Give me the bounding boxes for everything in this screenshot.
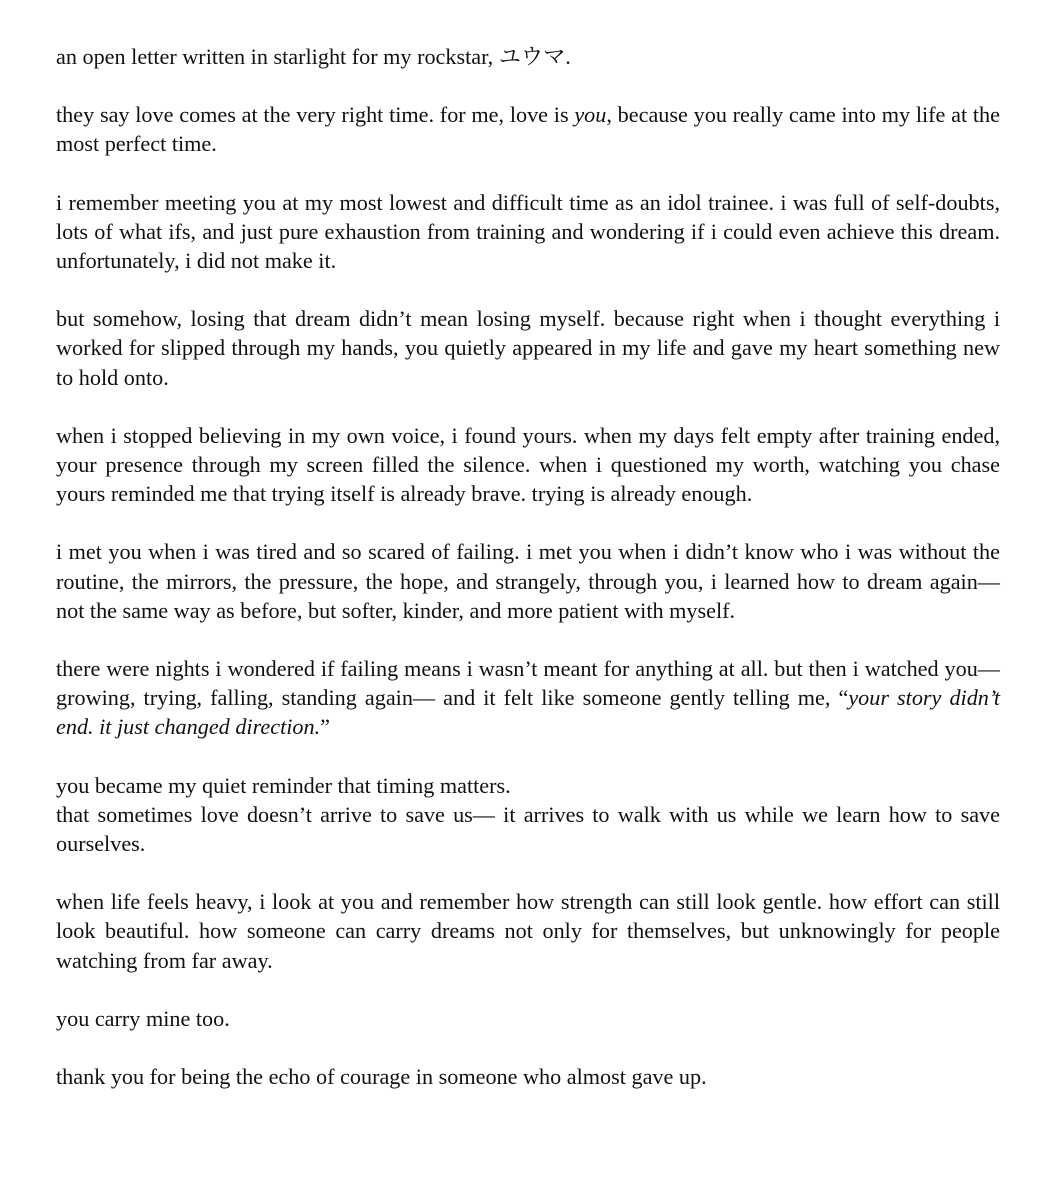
paragraph-10: thank you for being the echo of courage in someone who almost gave up.: [56, 1064, 707, 1090]
letter-title: an open letter written in starlight for my rockstar, ユウマ.: [56, 44, 571, 69]
paragraph-1-text-end: , because you really came into my life at the most perfect time.: [56, 102, 1001, 157]
paragraph-9: you carry mine too.: [56, 1005, 230, 1031]
paragraph-5: i met you when i was tired and so scared of failing. i met you when i didn’t know who i was without the routine, the mirrors, the pressure, the hope, and strangely, through you, i learned how to dream again— not the same way as before, but softer, kinder, and more patient with myself.: [56, 539, 1000, 623]
paragraph-1-text-start: they say love comes at the very right time. for me, love is: [56, 102, 575, 128]
paragraph-4: when i stopped believing in my own voice, i found yours. when my days felt empty after training ended, your presence through my screen filled the silence. when i questioned my worth, watching you chase yours reminded me that trying itself is already brave. trying is already enough.: [56, 422, 1000, 507]
paragraph-2: i remember meeting you at my most lowest and difficult time as an idol trainee. i was full of self-doubts, lots of what ifs, and just pure exhaustion from training and wondering if i could even achieve this dream. unfortunately, i did not make it.: [56, 189, 1000, 274]
paragraph-6-quote: your story didn’t end. it just changed direction.: [56, 685, 1000, 740]
paragraph-6-text-end: ”: [320, 714, 331, 740]
paragraph-6-text-start: there were nights i wondered if failing means i wasn’t meant for anything at all. but then i watched you— growing, trying, falling, standing again— and it felt like someone gently telling me, “: [56, 656, 1000, 711]
paragraph-7-line-1: you became my quiet reminder that timing matters.: [56, 772, 511, 798]
paragraph-7-line-2: that sometimes love doesn’t arrive to save us— it arrives to walk with us while we learn how to save ourselves.: [56, 801, 1000, 857]
paragraph-3: but somehow, losing that dream didn’t mean losing myself. because right when i thought everything i worked for slipped through my hands, you quietly appeared in my life and gave my heart something new to hold onto.: [56, 306, 1000, 390]
paragraph-1-emphasis: you: [574, 102, 607, 128]
paragraph-8: when life feels heavy, i look at you and remember how strength can still look gentle. how effort can still look beautiful. how someone can carry dreams not only for themselves, but unknowingly for people watching from far away.: [56, 889, 1000, 973]
paragraph-6: [56, 654, 1000, 742]
paragraph-1: [56, 100, 1000, 158]
letter-document: [56, 42, 1000, 1120]
